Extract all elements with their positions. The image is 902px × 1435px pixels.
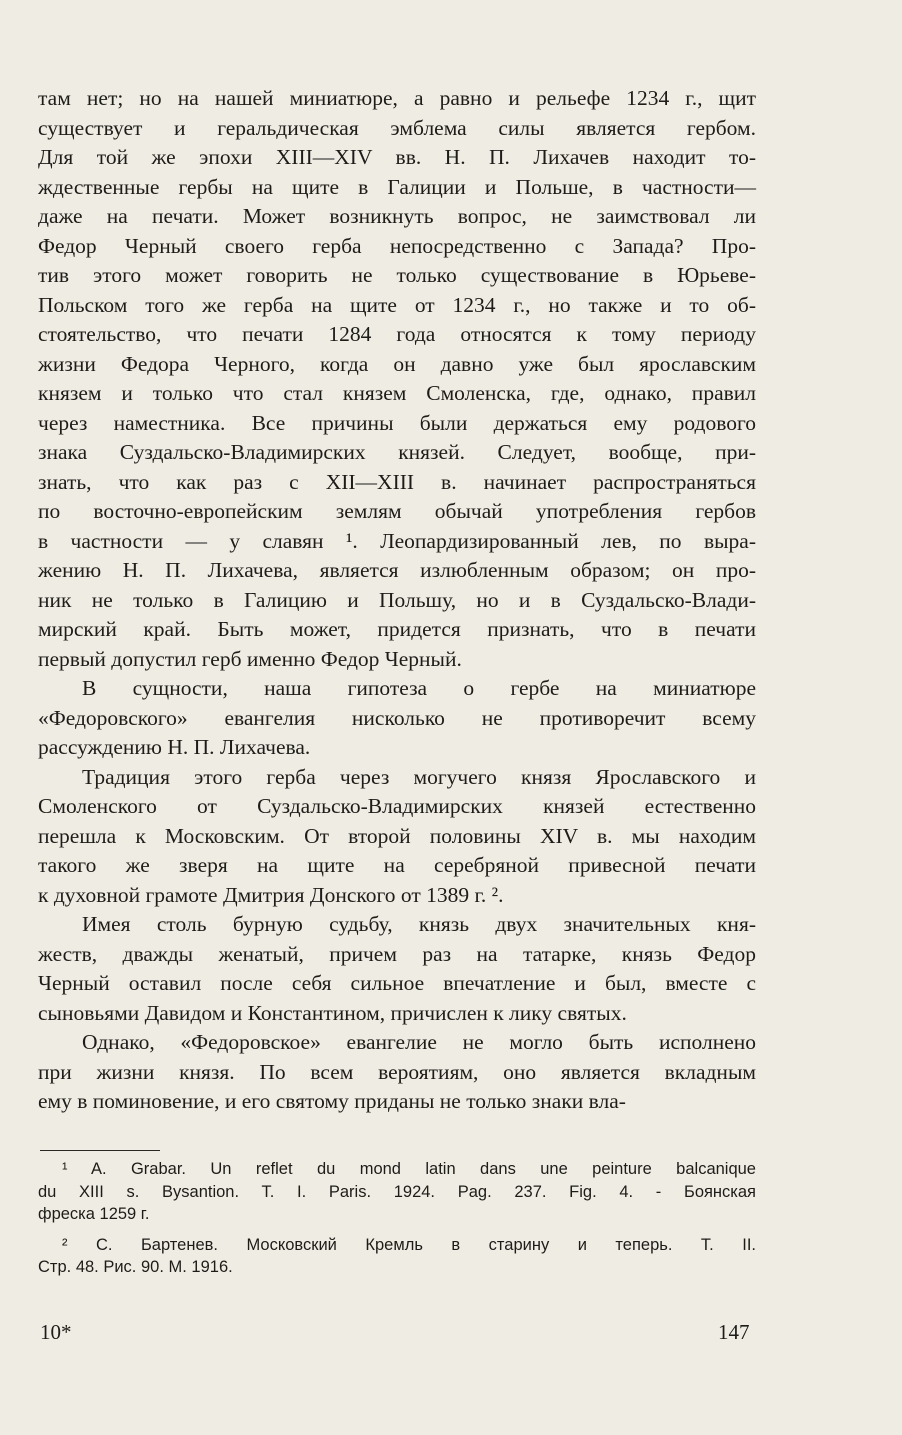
text-line: по восточно-европейским землям обычай употребления гербов <box>38 499 756 523</box>
text-line: Федор Черный своего герба непосредственно с Запада? Про- <box>38 233 756 258</box>
paragraph <box>38 1028 756 1117</box>
paragraph <box>38 674 756 763</box>
text-line: первый допустил герб именно Федор Черный. <box>38 646 462 671</box>
text-line: такого же зверя на щите на серебряной привесной печати <box>38 853 756 877</box>
text-line: В сущности, наша гипотеза о гербе на миниатюре <box>82 676 756 700</box>
text-line: при жизни князя. По всем вероятиям, оно является вкладным <box>38 1059 756 1084</box>
text-line: жизни Федора Черного, когда он давно уже был ярославским <box>38 351 756 376</box>
footnote <box>38 1158 756 1226</box>
text-line: сыновьями Давидом и Константином, причислен к лику святых. <box>38 1000 627 1025</box>
footnote-separator <box>40 1150 160 1151</box>
paragraph <box>38 84 756 674</box>
text-line: там нет; но на нашей миниатюре, а равно и рельефе 1234 г., щит <box>38 86 756 110</box>
paragraph <box>38 910 756 1028</box>
footnote-line: Стр. 48. Рис. 90. М. 1916. <box>38 1258 233 1276</box>
text-line: ему в поминовение, и его святому приданы не только знаки вла- <box>38 1089 626 1113</box>
text-line: Польском того же герба на щите от 1234 г., но также и то об- <box>38 292 756 317</box>
footnotes <box>38 1158 756 1287</box>
text-line: существует и геральдическая эмблема силы является гербом. <box>38 115 756 140</box>
text-line: мирский край. Быть может, придется признать, что в печати <box>38 617 756 641</box>
text-line: ник не только в Галицию и Польшу, но и в Суздальско-Влади- <box>38 587 756 612</box>
footnote-line: ² С. Бартенев. Московский Кремль в старину и теперь. Т. II. <box>62 1235 756 1254</box>
text-line: к духовной грамоте Дмитрия Донского от 1389 г. ². <box>38 882 504 907</box>
text-line: даже на печати. Может возникнуть вопрос, не заимствовал ли <box>38 204 756 228</box>
text-line: Смоленского от Суздальско-Владимирских князей естественно <box>38 794 756 818</box>
text-line: через наместника. Все причины были держаться ему родового <box>38 410 756 435</box>
main-text <box>38 84 756 1117</box>
text-line: знать, что как раз с XII—XIII в. начинает распространяться <box>38 469 756 494</box>
text-line: перешла к Московским. От второй половины XIV в. мы находим <box>38 823 756 848</box>
page-number: 147 <box>718 1320 750 1344</box>
text-line: князем и только что стал князем Смоленска, где, однако, правил <box>38 381 756 405</box>
text-line: в частности — у славян ¹. Леопардизированный лев, по выра- <box>38 528 756 553</box>
footnote <box>38 1234 756 1279</box>
text-line: тив этого может говорить не только существование в Юрьеве- <box>38 263 756 287</box>
footnote-line: ¹ A. Grabar. Un reflet du mond latin dans une peinture balcanique <box>62 1160 756 1178</box>
paragraph <box>38 763 756 911</box>
text-line: Однако, «Федоровское» евангелие не могло быть исполнено <box>82 1030 756 1054</box>
text-line: знака Суздальско-Владимирских князей. Следует, вообще, при- <box>38 440 756 464</box>
text-line: Для той же эпохи XIII—XIV вв. Н. П. Лихачев находит то- <box>38 145 756 169</box>
text-line: жеств, дважды женатый, причем раз на татарке, князь Федор <box>38 941 756 966</box>
text-line: стоятельство, что печати 1284 года относятся к тому периоду <box>38 322 756 346</box>
text-line: рассуждению Н. П. Лихачева. <box>38 735 311 759</box>
text-line: Имея столь бурную судьбу, князь двух значительных кня- <box>82 912 756 936</box>
text-line: Традиция этого герба через могучего князя Ярославского и <box>82 764 756 789</box>
text-line: Черный оставил после себя сильное впечатление и был, вместе с <box>38 971 756 995</box>
footnote-line: du XIII s. Bysantion. T. I. Paris. 1924. Pag. 237. Fig. 4. - Боянская <box>38 1182 756 1201</box>
text-line: ждественные гербы на щите в Галиции и Польше, в частности— <box>38 174 756 199</box>
text-line: «Федоровского» евангелия нисколько не противоречит всему <box>38 705 756 730</box>
footnote-line: фреска 1259 г. <box>38 1205 150 1223</box>
signature-mark: 10* <box>40 1320 72 1344</box>
text-line: жению Н. П. Лихачева, является излюбленным образом; он про- <box>38 558 756 582</box>
